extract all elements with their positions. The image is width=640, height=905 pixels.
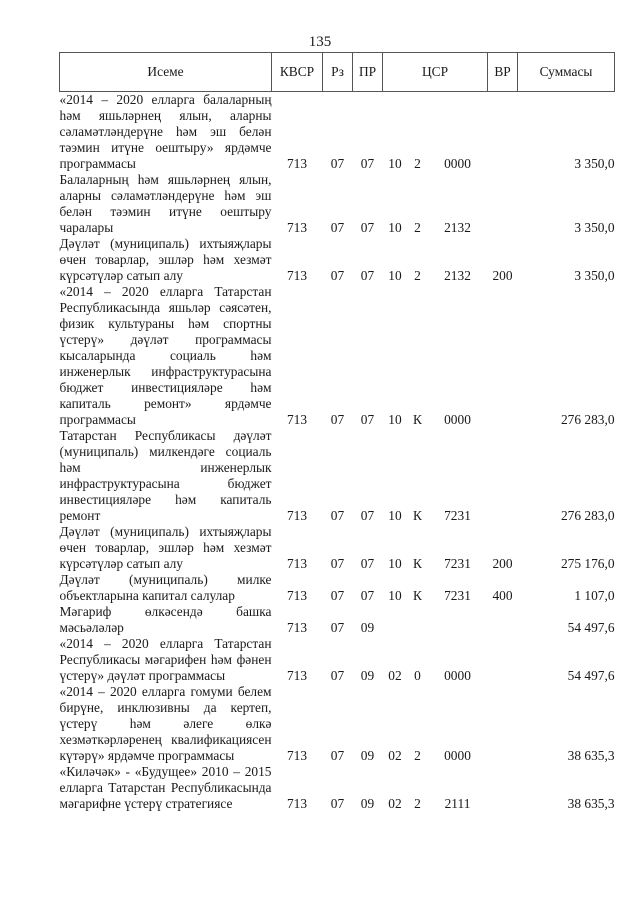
row-pr: 09: [360, 748, 375, 763]
row-kvsr: 713: [286, 220, 308, 235]
row-vr: 400: [492, 588, 513, 603]
row-tssr-program: 10: [388, 556, 402, 571]
header-name: Исеме: [60, 53, 272, 92]
row-kvsr: 713: [286, 412, 308, 427]
row-kvsr: 713: [286, 156, 308, 171]
row-tssr-program: 02: [388, 796, 402, 811]
row-tssr-code: 0000: [444, 748, 471, 763]
row-name: Дәүләт (муниципаль) милке объектларына капитал салулар: [59, 572, 272, 603]
row-kvsr: 713: [286, 508, 308, 523]
table-row: [60, 684, 615, 764]
table-body: [60, 92, 615, 813]
header-sum: Суммасы: [518, 53, 615, 92]
row-pr: 09: [360, 620, 375, 635]
row-tssr-code: 0000: [444, 412, 471, 427]
page-number: 135: [308, 34, 332, 50]
row-tssr-program: 10: [388, 268, 402, 283]
row-name: «2014 – 2020 елларга гомуми белем бирүне, инклюзивны да кертеп, үстерү һәм әлеге өлкә хезмәткәрләренең квалификациясен күтәрү» ярдәмче программасы: [59, 684, 272, 763]
row-rz: 07: [330, 748, 345, 763]
row-kvsr: 713: [286, 268, 308, 283]
row-tssr-program: 10: [388, 508, 402, 523]
header-pr: ПР: [353, 53, 383, 92]
row-tssr-code: 2132: [444, 220, 471, 235]
row-vr: [488, 636, 518, 684]
table-header-row: [60, 53, 615, 92]
row-rz: 07: [330, 156, 345, 171]
row-rz: 07: [330, 588, 345, 603]
row-tssr-code: 0000: [444, 668, 471, 683]
table-row: [60, 284, 615, 428]
row-rz: 07: [330, 508, 345, 523]
row-rz: 07: [330, 620, 345, 635]
row-kvsr: 713: [286, 796, 308, 811]
row-pr: 07: [360, 220, 375, 235]
table-row: [60, 92, 615, 173]
table-row: [60, 604, 615, 636]
row-tssr-program: 10: [388, 156, 402, 171]
row-rz: 07: [330, 796, 345, 811]
table-row: [60, 236, 615, 284]
row-sum: 3 350,0: [574, 268, 615, 283]
table-row: [60, 572, 615, 604]
row-name: «Киләчәк» - «Будущее» 2010 – 2015 елларга Татарстан Республикасында мәгарифне үстерү стратегиясе: [59, 764, 272, 811]
row-rz: 07: [330, 220, 345, 235]
row-tssr-program: 10: [388, 412, 402, 427]
row-tssr-program: 02: [388, 748, 402, 763]
row-kvsr: 713: [286, 748, 308, 763]
row-tssr-code: [428, 604, 488, 636]
row-tssr-subprogram: [408, 604, 428, 636]
row-rz: 07: [330, 412, 345, 427]
table-row: [60, 428, 615, 524]
row-kvsr: 713: [286, 668, 308, 683]
row-pr: 07: [360, 412, 375, 427]
budget-table: [59, 52, 615, 812]
row-name: «2014 – 2020 елларга балаларның һәм яшьләрнең ялын, аларны сәламәтләндерүне һәм эш белән тәэмин итүне оештыру» ярдәмче программасы: [59, 92, 272, 171]
row-tssr-code: 0000: [444, 156, 471, 171]
row-tssr-program: 02: [388, 668, 402, 683]
row-tssr-subprogram: К: [413, 412, 422, 427]
row-tssr-subprogram: К: [413, 556, 422, 571]
row-rz: 07: [330, 556, 345, 571]
row-tssr-code: 7231: [444, 508, 471, 523]
table-row: [60, 172, 615, 236]
row-sum: 54 497,6: [567, 620, 615, 635]
row-pr: 07: [360, 156, 375, 171]
row-sum: 38 635,3: [567, 796, 615, 811]
table-row: [60, 524, 615, 572]
row-tssr-code: 2132: [444, 268, 471, 283]
row-sum: 276 283,0: [560, 412, 615, 427]
row-tssr-subprogram: 2: [414, 220, 421, 235]
row-sum: 54 497,6: [567, 668, 615, 683]
row-pr: 07: [360, 556, 375, 571]
row-pr: 09: [360, 668, 375, 683]
row-rz: 07: [330, 268, 345, 283]
row-tssr-subprogram: К: [413, 508, 422, 523]
row-pr: 09: [360, 796, 375, 811]
row-tssr-subprogram: 2: [414, 156, 421, 171]
row-kvsr: 713: [286, 620, 308, 635]
row-vr: [488, 172, 518, 236]
row-vr: [488, 604, 518, 636]
row-name: «2014 – 2020 елларга Татарстан Республикасы мәгарифен һәм фәнен үстерү» дәүләт программасы: [59, 636, 272, 683]
row-sum: 275 176,0: [560, 556, 615, 571]
row-name: Дәүләт (муниципаль) ихтыяҗлары өчен товарлар, эшләр һәм хезмәт күрсәтүләр сатып алу: [59, 524, 272, 571]
row-sum: 276 283,0: [560, 508, 615, 523]
header-vr: ВР: [488, 53, 518, 92]
row-sum: 3 350,0: [574, 156, 615, 171]
header-tssr: ЦСР: [383, 53, 488, 92]
row-tssr-subprogram: 2: [414, 796, 421, 811]
row-rz: 07: [330, 668, 345, 683]
row-tssr-code: 2111: [444, 796, 471, 811]
row-vr: [488, 428, 518, 524]
row-tssr-program: 10: [388, 588, 402, 603]
header-rz: Рз: [323, 53, 353, 92]
row-vr: [488, 684, 518, 764]
row-tssr-program: [383, 604, 408, 636]
row-vr: 200: [492, 556, 513, 571]
row-tssr-subprogram: 2: [414, 268, 421, 283]
row-name: Мәгариф өлкәсендә башка мәсьәләләр: [59, 604, 272, 635]
row-name: «2014 – 2020 елларга Татарстан Республикасында яшьләр сәясәтен, физик культураны һәм спортны үстерү» дәүләт программасы кысаларында социаль һәм инженерлык инфраструктурасына бюджет инвестицияләре һәм капиталь ремонт» ярдәмче программасы: [59, 284, 272, 427]
row-tssr-subprogram: 0: [414, 668, 421, 683]
row-vr: [488, 92, 518, 173]
header-kvsr: КВСР: [272, 53, 323, 92]
row-tssr-subprogram: К: [413, 588, 422, 603]
table-row: [60, 764, 615, 812]
row-vr: [488, 284, 518, 428]
row-kvsr: 713: [286, 556, 308, 571]
table-row: [60, 636, 615, 684]
row-sum: 1 107,0: [574, 588, 615, 603]
row-sum: 3 350,0: [574, 220, 615, 235]
row-tssr-code: 7231: [444, 588, 471, 603]
row-name: Балаларның һәм яшьләрнең ялын, аларны сәламәтләндерүне һәм эш белән тәэмин итүне оештыру чаралары: [59, 172, 272, 235]
row-tssr-code: 7231: [444, 556, 471, 571]
row-kvsr: 713: [286, 588, 308, 603]
row-tssr-subprogram: 2: [414, 748, 421, 763]
row-name: Татарстан Республикасы дәүләт (муниципаль) милкендәге социаль һәм инженерлык инфраструктурасына бюджет инвестицияләре һәм капиталь ремонт: [59, 428, 272, 523]
row-name: Дәүләт (муниципаль) ихтыяҗлары өчен товарлар, эшләр һәм хезмәт күрсәтүләр сатып алу: [59, 236, 272, 283]
row-pr: 07: [360, 508, 375, 523]
row-vr: 200: [492, 268, 513, 283]
row-vr: [488, 764, 518, 812]
row-tssr-program: 10: [388, 220, 402, 235]
row-pr: 07: [360, 588, 375, 603]
row-sum: 38 635,3: [567, 748, 615, 763]
row-pr: 07: [360, 268, 375, 283]
